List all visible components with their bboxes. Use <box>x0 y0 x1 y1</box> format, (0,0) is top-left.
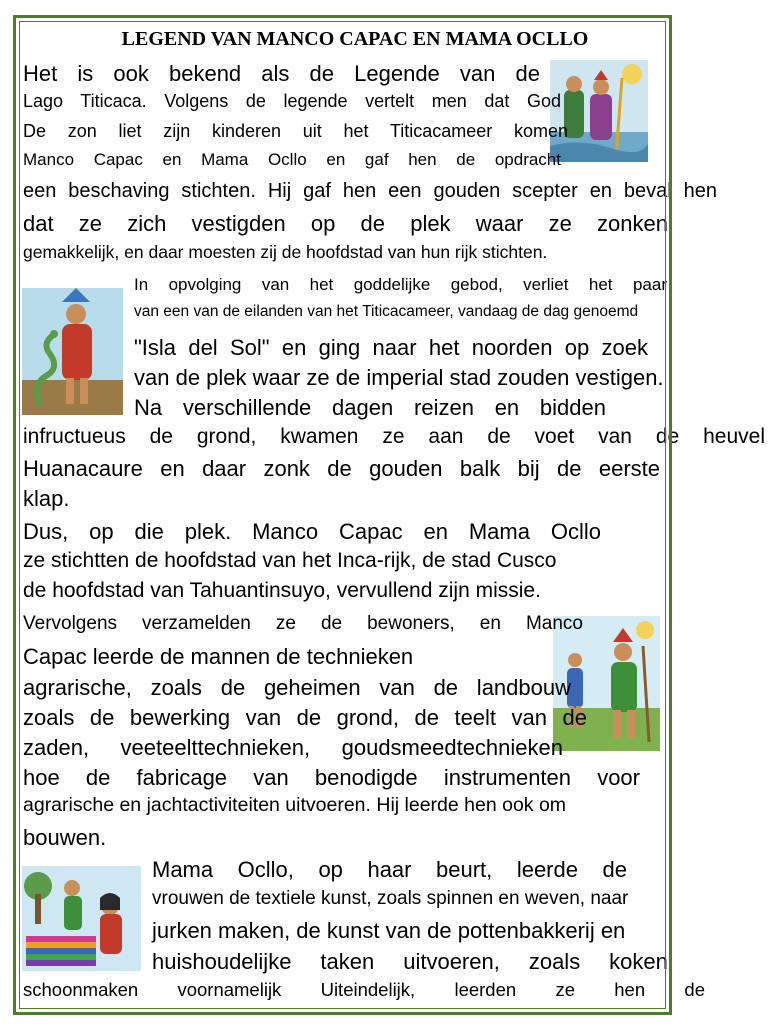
text-line-29: jurken maken, de kunst van de pottenbakkerij en <box>152 918 626 943</box>
text-line-19: Vervolgens verzamelden ze de bewoners, en Manco <box>23 613 583 634</box>
text-line-15: klap. <box>23 486 70 511</box>
text-line-16: Dus, op die plek. Manco Capac en Mama Ocllo <box>23 519 601 544</box>
text-line-4: Manco Capac en Mama Ocllo en gaf hen de opdracht <box>23 150 561 169</box>
text-line-11: van de plek waar ze de imperial stad zouden vestigen. <box>134 365 664 390</box>
text-line-10: "Isla del Sol" en ging naar het noorden op zoek <box>134 335 648 360</box>
text-line-27: Mama Ocllo, op haar beurt, leerde de <box>152 857 627 882</box>
text-line-30: huishoudelijke taken uitvoeren, zoals koken, <box>152 949 674 974</box>
text-line-1: Het is ook bekend als de Legende van de <box>23 61 540 86</box>
text-line-18: de hoofdstad van Tahuantinsuyo, vervullend zijn missie. <box>23 579 541 602</box>
text-line-8: In opvolging van het goddelijke gebod, verliet het paar <box>134 275 667 294</box>
manco-capac-and-mama-ocllo-illustration <box>550 60 648 162</box>
inca-figure-with-serpent-illustration <box>22 288 123 415</box>
document-title: LEGEND VAN MANCO CAPAC EN MAMA OCLLO <box>121 28 589 50</box>
text-line-20: Capac leerde de mannen de technieken <box>23 644 414 669</box>
text-line-7: gemakkelijk, en daar moesten zij de hoofdstad van hun rijk stichten. <box>23 242 548 262</box>
text-line-14: Huanacaure en daar zonk de gouden balk bij de eerste <box>23 456 660 481</box>
text-line-13: infructueus de grond, kwamen ze aan de voet van de heuvel <box>23 425 765 448</box>
text-line-23: zaden, veeteelttechnieken, goudsmeedtechnieken <box>23 735 563 760</box>
text-line-21: agrarische, zoals de geheimen van de landbouw <box>23 675 571 700</box>
text-line-6: dat ze zich vestigden op de plek waar ze zonken <box>23 211 668 236</box>
text-line-22: zoals de bewerking van de grond, de teelt van de <box>23 705 587 730</box>
text-line-3: De zon liet zijn kinderen uit het Titicacameer komen <box>23 121 568 141</box>
mama-ocllo-weaving-illustration <box>22 866 141 971</box>
text-line-17: ze stichtten de hoofdstad van het Inca-rijk, de stad Cusco <box>23 549 557 572</box>
text-line-5: een beschaving stichten. Hij gaf hen een gouden scepter en beval hen <box>23 180 717 202</box>
text-line-24: hoe de fabricage van benodigde instrumenten voor <box>23 765 640 790</box>
text-line-31: schoonmaken voornamelijk Uiteindelijk, leerden ze hen de <box>23 979 705 1000</box>
text-line-25: agrarische en jachtactiviteiten uitvoeren. Hij leerde hen ook om <box>23 794 567 816</box>
text-line-28: vrouwen de textiele kunst, zoals spinnen en weven, naar <box>152 888 629 909</box>
text-line-26: bouwen. <box>23 825 107 850</box>
text-line-9: van een van de eilanden van het Titicacameer, vandaag de dag genoemd <box>134 303 639 320</box>
text-line-2: Lago Titicaca. Volgens de legende vertelt men dat God <box>23 91 561 111</box>
text-line-12: Na verschillende dagen reizen en bidden <box>134 395 606 420</box>
